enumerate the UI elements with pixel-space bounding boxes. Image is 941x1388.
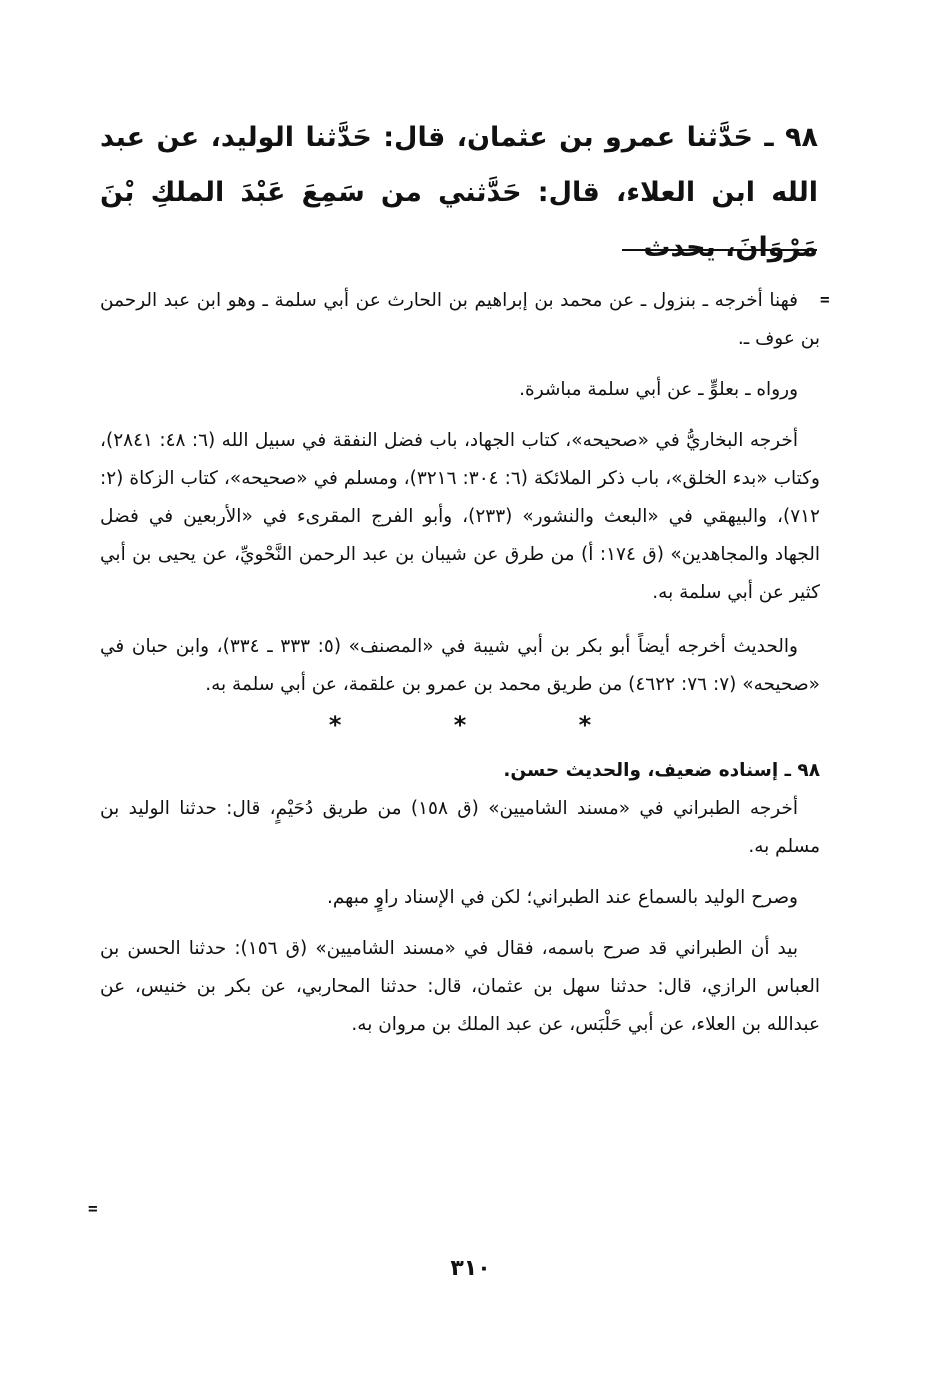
footnote-paragraph: ورواه ـ بعلوٍّ ـ عن أبي سلمة مباشرة. <box>519 379 798 400</box>
continuation-mark-top: = <box>820 290 830 309</box>
footnote-paragraph: وصرح الوليد بالسماع عند الطبراني؛ لكن في الإسناد راوٍ مبهم. <box>326 887 798 908</box>
footnote-paragraph: أخرجه الطبراني في «مسند الشاميين» (ق ١٥٨) من طريق دُحَيْمٍ، قال: حدثنا الوليد بن مسلم به. <box>100 798 820 857</box>
section-heading: ٩٨ ـ إسناده ضعيف، والحديث حسن. <box>503 760 820 781</box>
footnotes <box>100 282 820 1044</box>
hadith-text: ٩٨ ـ حَدَّثنا عمرو بن عثمان، قال: حَدَّثنا الوليد، عن عبد الله ابن العلاء، قال: حَدَّثني من سَمِعَ عَبْدَ الملكِ بْنَ مَرْوَانَ، يحدث <box>100 122 818 263</box>
page-number: ٣١٠ <box>450 1256 491 1281</box>
continuation-mark-bottom: = <box>88 1199 98 1218</box>
footnote-paragraph: أخرجه البخاريُّ في «صحيحه»، كتاب الجهاد، باب فضل النفقة في سبيل الله (٦: ٤٨: ٢٨٤١)، وكتاب «بدء الخلق»، باب ذكر الملائكة (٦: ٣٠٤: ٣٢١٦)، ومسلم في «صحيحه»، كتاب الزكاة (٢: ٧١٢)، والبيهقي في «البعث والنشور» (٢٣٣)، وأبو الفرج المقرىء في «الأربعين في فضل الجهاد والمجاهدين» (ق ١٧٤: أ) من طرق عن شيبان بن عبد الرحمن النَّحْويِّ، عن يحيى بن أبي كثير عن أبي سلمة به. <box>100 430 820 603</box>
footnote-separator-line <box>622 249 817 251</box>
footnote-paragraph: بيد أن الطبراني قد صرح باسمه، فقال في «مسند الشاميين» (ق ١٥٦): حدثنا الحسن بن العباس الرازي، قال: حدثنا سهل بن عثمان، قال: حدثنا المحاربي، عن بكر بن خنيس، عن عبدالله بن العلاء، عن أبي حَلْبَس، عن عبد الملك بن مروان به. <box>100 938 820 1035</box>
section-separator: * * * <box>328 711 644 739</box>
footnote-paragraph: فهنا أخرجه ـ بنزول ـ عن محمد بن إبراهيم بن الحارث عن أبي سلمة ـ وهو ابن عبد الرحمن بن عوف ـ. <box>100 290 820 349</box>
footnote-paragraph: والحديث أخرجه أيضاً أبو بكر بن أبي شيبة في «المصنف» (٥: ٣٣٣ ـ ٣٣٤)، وابن حبان في «صحيحه» (٧: ٧٦: ٤٦٢٢) من طريق محمد بن عمرو بن علقمة، عن أبي سلمة به. <box>100 636 820 695</box>
